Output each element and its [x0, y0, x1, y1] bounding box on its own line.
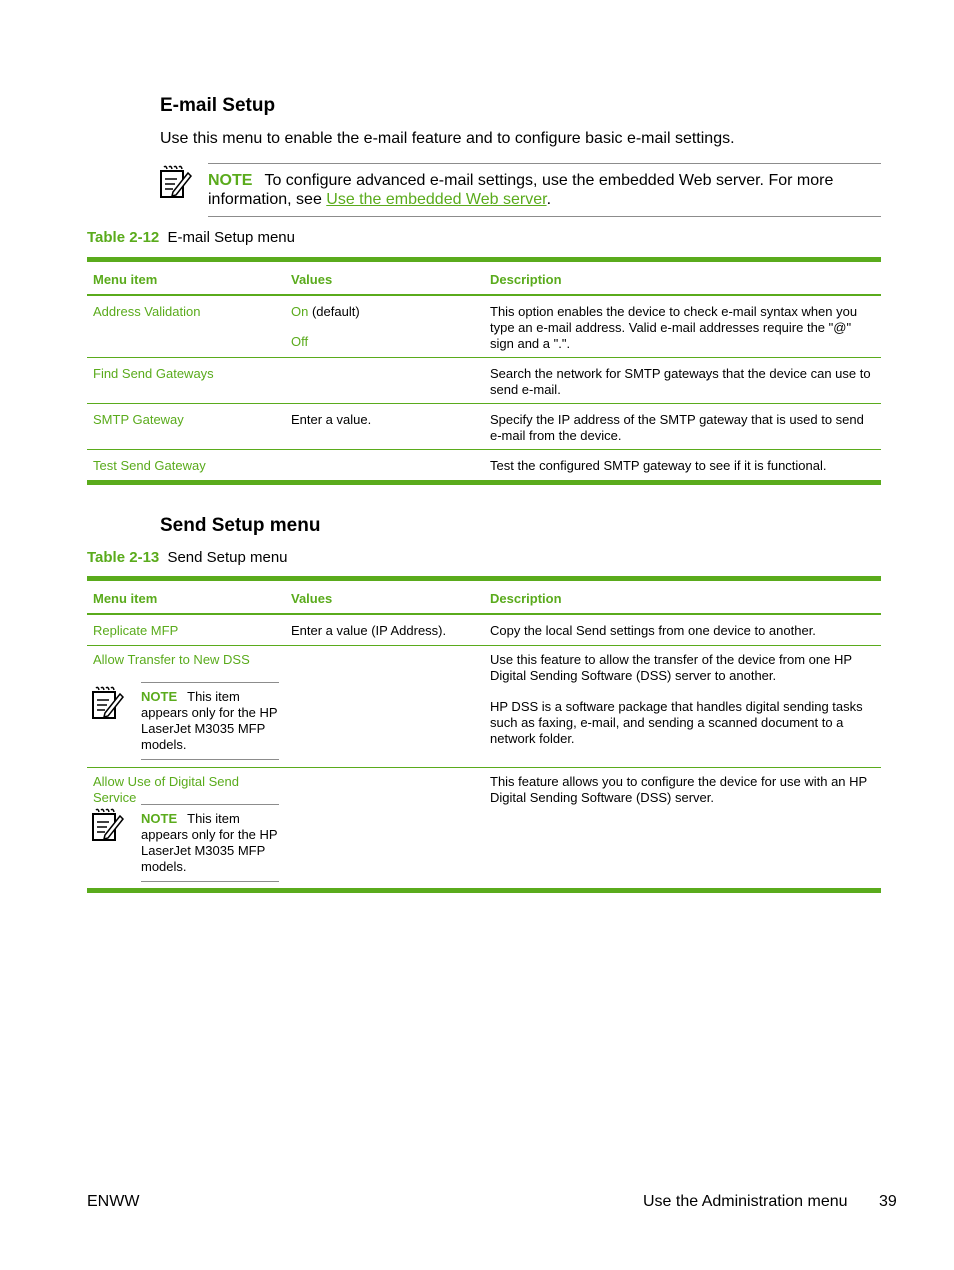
- table-title: Send Setup menu: [167, 549, 288, 566]
- email-setup-table: [87, 257, 881, 485]
- value-off[interactable]: Off: [291, 334, 309, 349]
- value-on: [291, 304, 481, 320]
- menu-item-find-send-gateways[interactable]: Find Send Gateways: [93, 366, 214, 381]
- table-row: [87, 296, 881, 358]
- table-header-row: [87, 581, 881, 615]
- table-row: [87, 450, 881, 480]
- table-row: [87, 646, 881, 768]
- send-setup-heading: Send Setup menu: [160, 515, 321, 536]
- email-setup-intro: Use this menu to enable the e-mail feature and to configure basic e-mail settings.: [160, 130, 735, 147]
- table-row: [87, 615, 881, 646]
- send-setup-table: [87, 576, 881, 893]
- value-default: (default): [308, 304, 360, 319]
- table-header-row: [87, 262, 881, 296]
- table-bottom-rule: [87, 888, 881, 893]
- footer-enww: ENWW: [87, 1193, 140, 1210]
- header-description: Description: [490, 591, 562, 606]
- menu-item-allow-use-of-digital-send-service[interactable]: Allow Use of Digital Send Service: [93, 774, 239, 805]
- description: Search the network for SMTP gateways that the device can use to send e-mail.: [490, 366, 871, 397]
- description-extra: HP DSS is a software package that handles digital sending tasks such as faxing, e-mail, and sending a scanned document to a network folder.: [490, 699, 863, 746]
- header-menu-item: Menu item: [93, 272, 158, 287]
- description: Test the configured SMTP gateway to see if it is functional.: [490, 458, 827, 473]
- table-number: Table 2-13: [87, 549, 160, 566]
- value: Enter a value (IP Address).: [291, 623, 447, 638]
- note-pencil-icon: [91, 808, 125, 846]
- item-note: [141, 682, 279, 760]
- menu-item-address-validation[interactable]: Address Validation: [93, 304, 201, 319]
- table-number: Table 2-12: [87, 229, 160, 246]
- table-row: [87, 404, 881, 450]
- menu-item-smtp-gateway[interactable]: SMTP Gateway: [93, 412, 184, 427]
- table-2-12-caption: [87, 229, 295, 246]
- footer-section-title: Use the Administration menu: [643, 1193, 848, 1210]
- note-text: This item appears only for the HP LaserJet M3035 MFP models.: [141, 689, 278, 752]
- note-pencil-icon: [159, 165, 193, 204]
- header-description: Description: [490, 272, 562, 287]
- note-text-end: .: [546, 191, 552, 208]
- header-values: Values: [291, 272, 333, 287]
- note-label: NOTE: [141, 689, 178, 704]
- header-menu-item: Menu item: [93, 591, 158, 606]
- embedded-web-server-link[interactable]: Use the embedded Web server: [326, 191, 547, 208]
- table-bottom-rule: [87, 480, 881, 485]
- page-number: 39: [879, 1193, 897, 1210]
- item-note: [141, 804, 279, 882]
- note-text: To configure advanced e-mail settings, use the embedded Web server. For more information, see: [208, 172, 834, 208]
- description: Specify the IP address of the SMTP gateway that is used to send e-mail from the device.: [490, 412, 864, 443]
- description: This option enables the device to check e-mail syntax when you type an e-mail address. Valid e-mail addresses require the "@" sign and a ".".: [490, 304, 858, 351]
- table-2-13-caption: [87, 549, 288, 566]
- note-text: This item appears only for the HP LaserJet M3035 MFP models.: [141, 811, 278, 874]
- header-values: Values: [291, 591, 333, 606]
- note-label: NOTE: [208, 172, 253, 189]
- description: Copy the local Send settings from one device to another.: [490, 623, 816, 638]
- menu-item-replicate-mfp[interactable]: Replicate MFP: [93, 623, 179, 638]
- note-label: NOTE: [141, 811, 178, 826]
- note-pencil-icon: [91, 686, 125, 724]
- value-on-label[interactable]: On: [291, 304, 309, 319]
- menu-item-test-send-gateway[interactable]: Test Send Gateway: [93, 458, 206, 473]
- table-title: E-mail Setup menu: [167, 229, 295, 246]
- email-setup-heading: E-mail Setup: [160, 95, 276, 116]
- description: This feature allows you to configure the device for use with an HP Digital Sending Software (DSS) server.: [490, 774, 867, 805]
- description: Use this feature to allow the transfer of the device from one HP Digital Sending Software (DSS) server to another.: [490, 652, 852, 683]
- email-note: [208, 163, 881, 217]
- table-row: [87, 358, 881, 404]
- menu-item-allow-transfer-to-new-dss[interactable]: Allow Transfer to New DSS: [93, 652, 250, 667]
- table-row: [87, 768, 881, 888]
- value: Enter a value.: [291, 412, 372, 427]
